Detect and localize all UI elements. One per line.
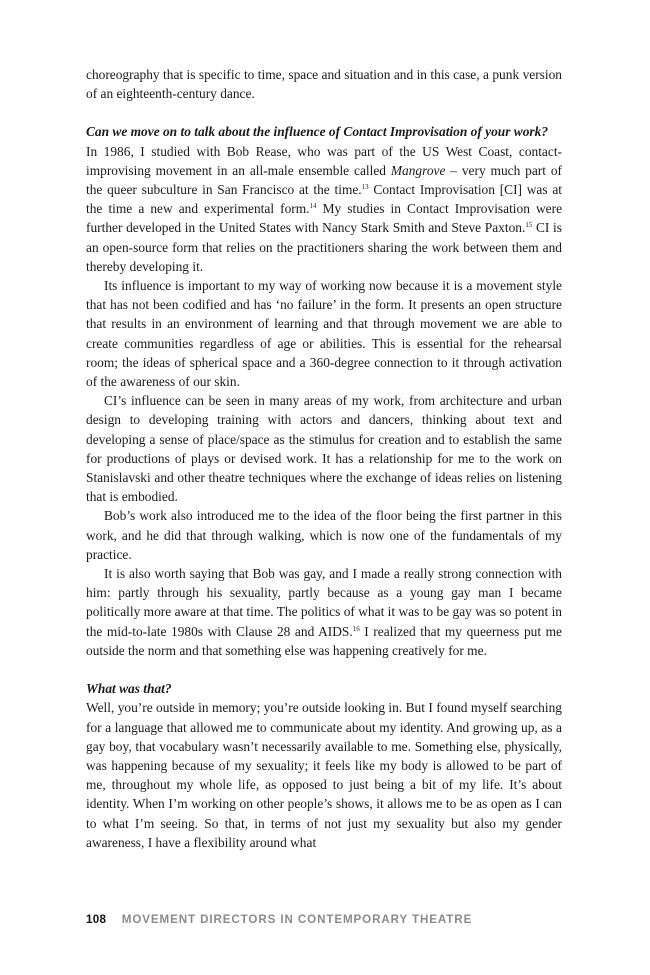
paragraph: Well, you’re outside in memory; you’re outside looking in. But I found myself searching for a language that allowed me to communicate about my identity. And growing up, as a gay boy, that vocabulary wasn’t necessarily available to me. Something else, physically, was happening because of my sexuality; it feels like my body is allowed to be part of me, throughout my whole life, as opposed to just being a bit of my life. It’s about identity. When I’m working on other people’s shows, it allows me to be as open as I can to what I’m seeing. So that, in terms of not just my sexuality but also my gender awareness, I have a flexibility around what <box>86 700 562 850</box>
text-span: My studies in Contact Improvisation were further developed in the United States with Nancy Stark Smith and Steve Paxton. <box>86 201 563 236</box>
paragraph: Bob’s work also introduced me to the idea of the floor being the first partner in this work, and he did that through walking, which is now one of the fundamentals of my practice. <box>86 508 562 562</box>
footnote-ref: 13 <box>361 183 369 192</box>
footnote-ref: 15 <box>525 221 533 230</box>
page-number: 108 <box>86 913 107 926</box>
paragraph: choreography that is specific to time, space and situation and in this case, a punk version of an eighteenth-century dance. <box>86 67 562 102</box>
page-footer <box>86 913 472 926</box>
paragraph <box>86 142 562 276</box>
main-text <box>86 65 562 852</box>
paragraph: CI’s influence can be seen in many areas of my work, from architecture and urban design to developing training with actors and dancers, thinking about text and developing a sense of place/space as the stimulus for creation and to establish the same for productions of plays or devised work. It has a relationship for me to the work on Stanislavski and other theatre techniques where the exchange of ideas relies on listening that is embodied. <box>86 393 562 505</box>
text-span: I realized that my queerness put me outside the norm and that something else was happening creatively for me. <box>86 623 562 658</box>
running-title: MOVEMENT DIRECTORS IN CONTEMPORARY THEATRE <box>121 913 473 926</box>
text-span: – very much part of the queer subculture in San Francisco at the time. <box>86 162 563 198</box>
page-body <box>86 65 562 852</box>
footnote-ref: 14 <box>309 202 317 211</box>
text-span: It is also worth saying that Bob was gay, and I made a really strong connection with him: partly through his sexuality, partly because as a young gay man I became politically more aware at that time. The politics of what it was to be gay was so potent in the mid-to-late 1980s with Clause 28 and AIDS. <box>86 566 562 639</box>
footnote-ref: 16 <box>352 624 360 633</box>
interview-question: What was that? <box>86 681 172 697</box>
ensemble-name: Mangrove <box>390 162 446 178</box>
interview-question: Can we move on to talk about the influence of Contact Improvisation of your work? <box>86 124 549 140</box>
paragraph: Its influence is important to my way of working now because it is a movement style that has not been codified and has ‘no failure’ in the form. It presents an open structure that results in an environment of learning and that through movement we are able to create communities regardless of age or abilities. This is essential for the rehearsal room; the ideas of spherical space and a 360-degree connection to it through activation of the awareness of our skin. <box>86 278 562 390</box>
text-span: Contact Improvisation [CI] was at the time a new and experimental form. <box>86 182 563 217</box>
text-span: In 1986, I studied with Bob Rease, who was part of the US West Coast, contact-improvising movement in an all-male ensemble called <box>86 143 562 178</box>
text-span: CI is an open-source form that relies on the practitioners sharing the work between them and thereby developing it. <box>86 220 562 274</box>
paragraph <box>86 564 562 660</box>
